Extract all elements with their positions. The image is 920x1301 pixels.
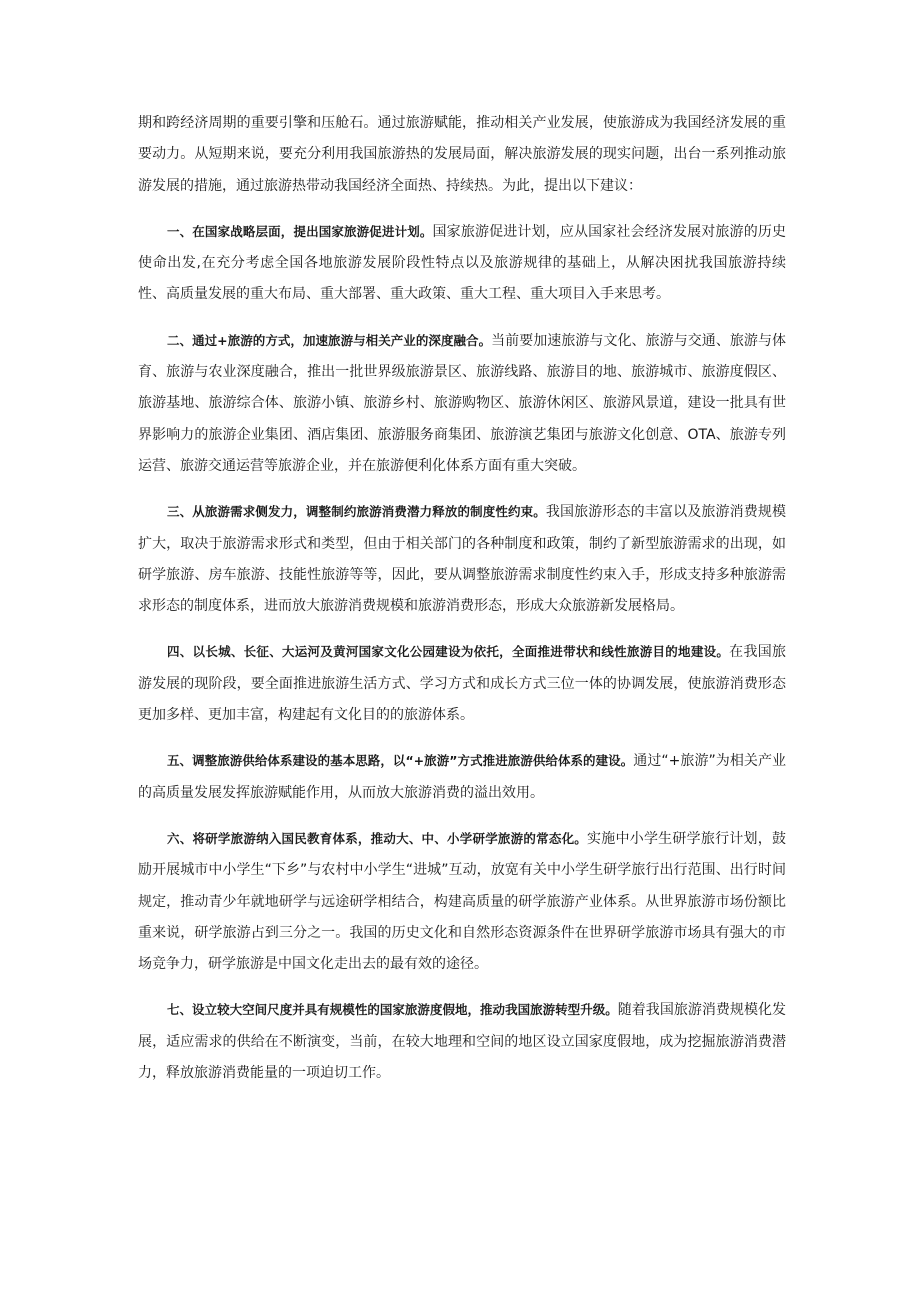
section-6-paragraph xyxy=(138,823,786,980)
section-1-paragraph xyxy=(138,216,786,311)
section-5-body: 通过“+旅游”为相关产业的高质量发展发挥旅游赋能作用，从而放大旅游消费的溢出效用。 xyxy=(138,753,787,801)
section-5-lead: 五、调整旅游供给体系建设的基本思路，以“+旅游”方式推进旅游供给体系的建设。 xyxy=(167,753,634,769)
section-7-paragraph xyxy=(138,994,786,1089)
section-4-lead: 四、以长城、长征、大运河及黄河国家文化公园建设为依托，全面推进带状和线性旅游目的地建设。 xyxy=(167,644,730,660)
section-1-body: 国家旅游促进计划，应从国家社会经济发展对旅游的历史使命出发,在充分考虑全国各地旅游发展阶段性特点以及旅游规律的基础上，从解决困扰我国旅游持续性、高质量发展的重大布局、重大部署、重大政策、重大工程、重大项目入手来思考。 xyxy=(138,223,786,303)
section-6-lead: 六、将研学旅游纳入国民教育体系，推动大、中、小学研学旅游的常态化。 xyxy=(167,830,588,846)
section-3-lead: 三、从旅游需求侧发力，调整制约旅游消费潜力释放的制度性约束。 xyxy=(167,504,546,520)
section-4-body: 在我国旅游发展的现阶段，要全面推进旅游生活方式、学习方式和成长方式三位一体的协调发展，使旅游消费形态更加多样、更加丰富，构建起有文化目的的旅游体系。 xyxy=(138,644,787,724)
section-2-body: 当前要加速旅游与文化、旅游与交通、旅游与体育、旅游与农业深度融合，推出一批世界级旅游景区、旅游线路、旅游目的地、旅游城市、旅游度假区、旅游基地、旅游综合体、旅游小镇、旅游乡村、旅游购物区、旅游休闲区、旅游风景道，建设一批具有世界影响力的旅游企业集团、酒店集团、旅游服务商集团、旅游演艺集团与旅游文化创意、OTA、旅游专列运营、旅游交通运营等旅游企业，并在旅游便利化体系方面有重大突破。 xyxy=(138,332,787,474)
section-6-body: 实施中小学生研学旅行计划，鼓励开展城市中小学生“下乡”与农村中小学生“进城”互动，放宽有关中小学生研学旅行出行范围、出行时间规定，推动青少年就地研学与远途研学相结合，构建高质量的研学旅游产业体系。从世界旅游市场份额比重来说，研学旅游占到三分之一。我国的历史文化和自然形态资源条件在世界研学旅游市场具有强大的市场竞争力，研学旅游是中国文化走出去的最有效的途径。 xyxy=(138,830,786,973)
document-body xyxy=(138,108,786,1103)
section-5-paragraph xyxy=(138,745,786,809)
section-3-paragraph xyxy=(138,496,786,622)
section-7-lead: 七、设立较大空间尺度并具有规模性的国家旅游度假地，推动我国旅游转型升级。 xyxy=(167,1002,618,1018)
section-4-paragraph xyxy=(138,636,786,731)
section-2-paragraph xyxy=(138,325,786,482)
intro-paragraph: 期和跨经济周期的重要引擎和压舱石。通过旅游赋能，推动相关产业发展，使旅游成为我国经济发展的重要动力。从短期来说，要充分利用我国旅游热的发展局面，解决旅游发展的现实问题，出台一系列推动旅游发展的措施，通过旅游热带动我国经济全面热、持续热。为此，提出以下建议： xyxy=(138,115,786,194)
section-2-lead: 二、通过+旅游的方式，加速旅游与相关产业的深度融合。 xyxy=(167,332,492,348)
section-1-lead: 一、在国家战略层面，提出国家旅游促进计划。 xyxy=(167,223,433,239)
section-7-body: 随着我国旅游消费规模化发展，适应需求的供给在不断演变，当前，在较大地理和空间的地区设立国家度假地，成为挖掘旅游消费潜力，释放旅游消费能量的一项迫切工作。 xyxy=(138,1002,786,1082)
section-3-body: 我国旅游形态的丰富以及旅游消费规模扩大，取决于旅游需求形式和类型，但由于相关部门的各种制度和政策，制约了新型旅游需求的出现，如研学旅游、房车旅游、技能性旅游等等，因此，要从调整旅游需求制度性约束入手，形成支持多种旅游需求形态的制度体系，进而放大旅游消费规模和旅游消费形态，形成大众旅游新发展格局。 xyxy=(138,504,786,615)
